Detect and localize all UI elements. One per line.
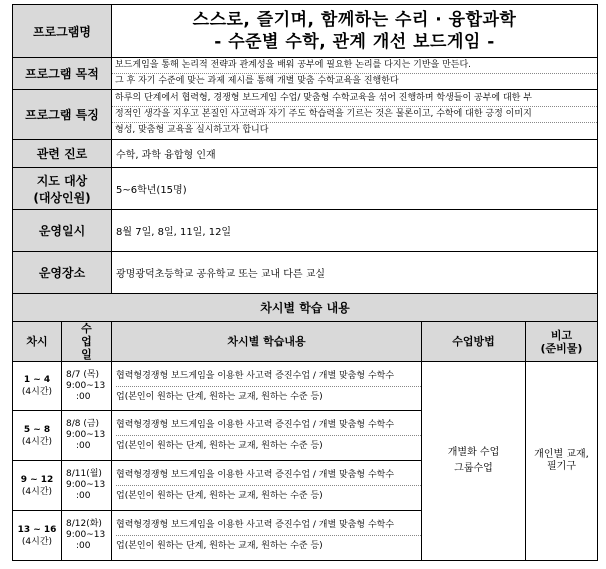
goal-line: 그 후 자기 수준에 맞는 과제 제시를 통해 개별 맞춤 수학교육을 진행한다 <box>115 76 399 86</box>
header-note: 비고 <box>550 328 573 342</box>
schedule-section-title: 차시별 학습 내용 <box>13 294 598 322</box>
content-line: 협력형경쟁형 보드게임을 이용한 사고력 증진수업 / 개별 맞춤형 수학수 <box>116 515 421 536</box>
header-note-sub: (준비물) <box>540 341 583 355</box>
program-title-line1: 스스로, 즐기며, 함께하는 수리 · 융합과학 <box>192 10 517 30</box>
session-cell <box>13 411 62 461</box>
target-label-cell <box>13 168 112 210</box>
feature-line: 정적인 생각을 지우고 본질인 사고력과 자기 주도 학습력을 기르는 것은 물론이고, 수학에 대한 긍정 이미지 <box>112 107 597 123</box>
place-value: 광명광덕초등학교 공유학교 또는 교내 다른 교실 <box>112 252 598 294</box>
class-date: 8/12(화) <box>66 519 102 529</box>
note-materials-2: 필기구 <box>547 461 576 472</box>
class-time: 9:00~13 <box>66 430 106 440</box>
header-method: 수업방법 <box>422 322 526 362</box>
method-cell <box>422 362 526 561</box>
note-materials: 개인별 교재, <box>534 449 589 460</box>
career-value: 수학, 과학 융합형 인재 <box>112 140 598 168</box>
feature-line: 형성, 맞춤형 교육을 실시하고자 합니다 <box>115 125 269 135</box>
header-content: 차시별 학습내용 <box>112 322 422 362</box>
class-time-end: :00 <box>76 391 91 402</box>
program-goal-label: 프로그램 목적 <box>13 58 112 90</box>
class-time-end: :00 <box>76 441 91 451</box>
class-time: 9:00~13 <box>66 530 106 540</box>
date-cell <box>62 411 112 461</box>
class-date: 8/7 (목) <box>66 369 100 380</box>
table-row <box>13 362 598 411</box>
session-hours: (4시간) <box>21 387 53 397</box>
class-date: 8/8 (금) <box>66 419 100 429</box>
program-goal-cell <box>112 58 598 90</box>
content-line: 업(본인이 원하는 단계, 원하는 교재, 원하는 수준 등) <box>116 491 323 501</box>
method-group: 그룹수업 <box>454 463 493 474</box>
date-cell <box>62 511 112 561</box>
program-table <box>12 4 598 561</box>
date-cell <box>62 362 112 411</box>
session-range: 5 ~ 8 <box>23 424 51 435</box>
content-cell <box>112 511 422 561</box>
note-cell <box>526 362 598 561</box>
session-cell <box>13 461 62 511</box>
content-line: 업(본인이 원하는 단계, 원하는 교재, 원하는 수준 등) <box>116 391 323 402</box>
content-cell <box>112 362 422 411</box>
target-label: 지도 대상 <box>36 173 88 188</box>
class-time-end: :00 <box>76 491 91 501</box>
feature-line: 하루의 단계에서 협력형, 경쟁형 보드게임 수업/ 맞춤형 수학교육을 섞어 진행하며 학생들이 공부에 대한 부 <box>112 91 597 107</box>
class-time-end: :00 <box>76 541 91 551</box>
program-title-cell <box>112 5 598 58</box>
header-session: 차시 <box>13 322 62 362</box>
class-time: 9:00~13 <box>66 380 106 391</box>
session-range: 9 ~ 12 <box>20 474 54 485</box>
class-date: 8/11(월) <box>66 469 102 479</box>
goal-line: 보드게임을 통해 논리적 전략과 관계성을 배워 공부에 필요한 논리를 다지는 기반을 만든다. <box>112 58 597 74</box>
career-label: 관련 진로 <box>13 140 112 168</box>
program-feature-label: 프로그램 특징 <box>13 90 112 140</box>
dates-value: 8월 7일, 8일, 11일, 12일 <box>112 210 598 252</box>
content-cell <box>112 411 422 461</box>
content-line: 업(본인이 원하는 단계, 원하는 교재, 원하는 수준 등) <box>116 441 323 451</box>
session-range: 1 ~ 4 <box>23 375 51 385</box>
class-time: 9:00~13 <box>66 480 106 490</box>
content-cell <box>112 461 422 511</box>
dates-label: 운영일시 <box>13 210 112 252</box>
place-label: 운영장소 <box>13 252 112 294</box>
session-hours: (4시간) <box>21 486 53 497</box>
session-cell <box>13 511 62 561</box>
target-value: 5~6학년(15명) <box>112 168 598 210</box>
program-feature-cell <box>112 90 598 140</box>
content-line: 협력형경쟁형 보드게임을 이용한 사고력 증진수업 / 개별 맞춤형 수학수 <box>116 366 421 387</box>
content-line: 업(본인이 원하는 단계, 원하는 교재, 원하는 수준 등) <box>116 541 323 551</box>
method-individual: 개별화 수업 <box>447 447 500 458</box>
date-cell <box>62 461 112 511</box>
content-line: 협력형경쟁형 보드게임을 이용한 사고력 증진수업 / 개별 맞춤형 수학수 <box>116 415 421 436</box>
session-cell <box>13 362 62 411</box>
session-hours: (4시간) <box>21 436 53 447</box>
header-class-date: 수업일 <box>62 322 112 362</box>
program-title-line2: - 수준별 수학, 관계 개선 보드게임 - <box>214 32 495 52</box>
program-name-label: 프로그램명 <box>13 5 112 58</box>
session-range: 13 ~ 16 <box>17 524 57 535</box>
session-hours: (4시간) <box>21 536 53 547</box>
content-line: 협력형경쟁형 보드게임을 이용한 사고력 증진수업 / 개별 맞춤형 수학수 <box>116 465 421 486</box>
target-count-label: (대상인원) <box>33 190 91 205</box>
header-note-cell <box>526 322 598 362</box>
